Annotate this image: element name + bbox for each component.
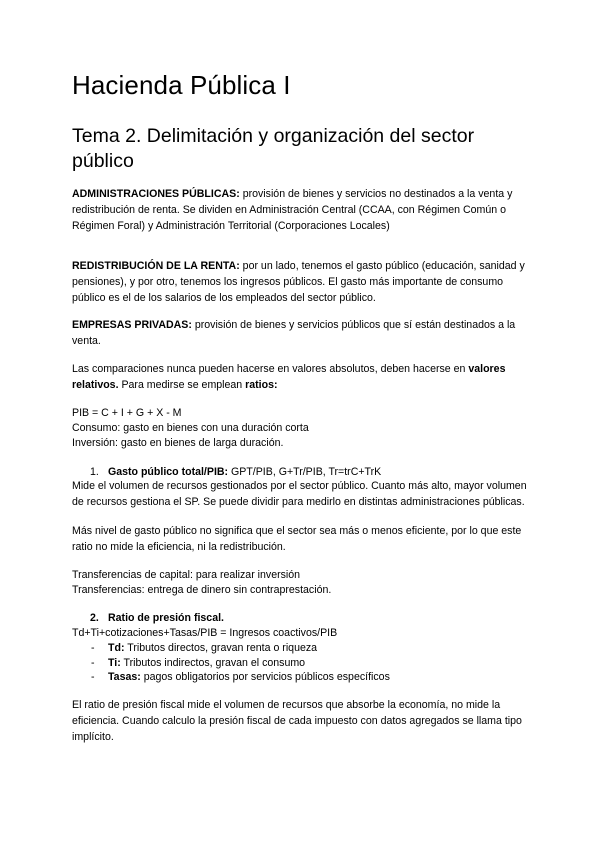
item1-label: Gasto público total/PIB: — [108, 466, 229, 478]
item1-description-2: Más nivel de gasto público no significa que el sector sea más o menos eficiente, por lo que este ratio no mide la eficiencia, ni la redistribución. — [72, 525, 522, 553]
paragraph-redistribucion — [72, 258, 534, 306]
bullet-ti-text: Tributos indirectos, gravan el consumo — [120, 657, 306, 669]
inversion-definition: Inversión: gasto en bienes de larga duración. — [72, 437, 284, 449]
pib-formula: PIB = C + I + G + X - M — [72, 407, 182, 419]
item2-formula: Td+Ti+cotizaciones+Tasas/PIB = Ingresos coactivos/PIB — [72, 627, 338, 639]
item1-number: 1. — [90, 466, 99, 478]
text-comparaciones-1: Las comparaciones nunca pueden hacerse en valores absolutos, deben hacerse en — [72, 363, 469, 375]
bullet-td — [108, 640, 317, 656]
text-administraciones: provisión de bienes y servicios no destinados a la venta y redistribución de renta. Se dividen en Administración Central (CCAA, con Régimen Común o Régimen Foral) y Administración Territorial (Corporaciones Locales) — [72, 188, 513, 232]
paragraph-presion-fiscal: El ratio de presión fiscal mide el volumen de recursos que absorbe la economía, no mide la eficiencia. Cuando calculo la presión fiscal de cada impuesto con datos agregados se llama tipo implícito. — [72, 699, 522, 743]
term-administraciones: ADMINISTRACIONES PÚBLICAS: — [72, 188, 240, 200]
paragraph-administraciones — [72, 186, 534, 234]
bullet-dash: - — [91, 642, 95, 654]
text-redistribucion: por un lado, tenemos el gasto público (educación, sanidad y pensiones), y por otro, tenemos los ingresos públicos. El gasto más importante de consumo público es el de los salarios de los empleados del sector público. — [72, 260, 525, 304]
bullet-td-term: Td: — [108, 642, 125, 654]
bold-ratios: ratios: — [245, 379, 278, 391]
term-redistribucion: REDISTRIBUCIÓN DE LA RENTA: — [72, 260, 240, 272]
bullet-dash: - — [91, 671, 95, 683]
item2-number: 2. — [90, 612, 99, 624]
text-comparaciones-2: Para medirse se emplean — [118, 379, 246, 391]
paragraph-comparaciones — [72, 361, 534, 393]
item2-heading — [108, 610, 224, 626]
bullet-td-text: Tributos directos, gravan renta o riqueza — [124, 642, 318, 654]
consumo-definition: Consumo: gasto en bienes con una duración corta — [72, 422, 309, 434]
document-title: Hacienda Pública I — [72, 70, 291, 100]
transferencias-capital: Transferencias de capital: para realizar inversión — [72, 569, 301, 581]
paragraph-empresas — [72, 317, 534, 349]
bold-valores-relativos: valores relativos. — [72, 363, 506, 391]
bullet-tasas-text: pagos obligatorios por servicios públicos específicos — [140, 671, 390, 683]
bullet-tasas — [108, 669, 390, 685]
bullet-ti-term: Ti: — [108, 657, 121, 669]
item1-formula: GPT/PIB, G+Tr/PIB, Tr=trC+TrK — [228, 466, 382, 478]
item1-description-1: Mide el volumen de recursos gestionados por el sector público. Cuanto más alto, mayor volumen de recursos gestiona el SP. Se puede dividir para medirlo en distintas administraciones públicas. — [72, 480, 527, 508]
item2-label: Ratio de presión fiscal. — [108, 612, 224, 624]
section-title: Tema 2. Delimitación y organización del sector público — [72, 125, 475, 172]
bullet-dash: - — [91, 657, 95, 669]
text-empresas: provisión de bienes y servicios públicos que sí están destinados a la venta. — [72, 319, 516, 347]
bullet-tasas-term: Tasas: — [108, 671, 141, 683]
transferencias-general: Transferencias: entrega de dinero sin contraprestación. — [72, 584, 332, 596]
term-empresas: EMPRESAS PRIVADAS: — [72, 319, 192, 331]
